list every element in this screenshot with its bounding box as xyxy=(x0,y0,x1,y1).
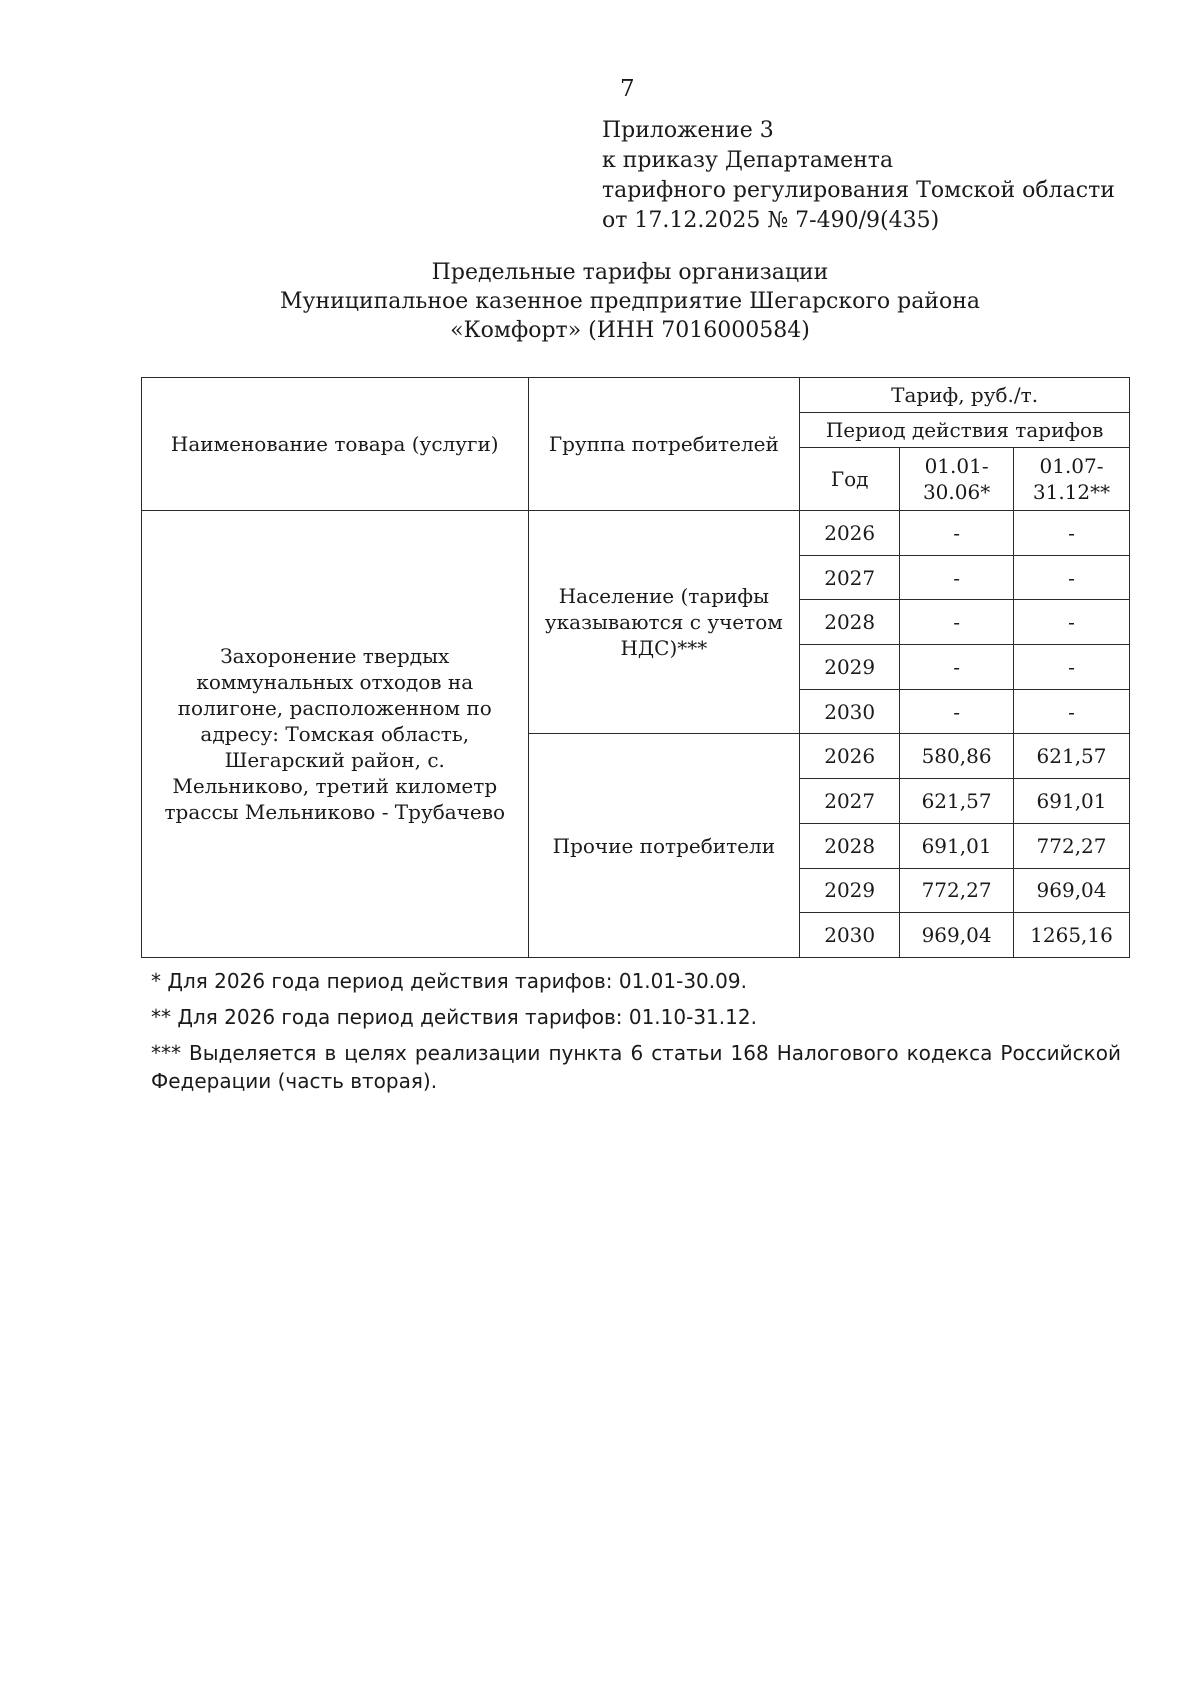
tariff-cell: 772,27 xyxy=(900,868,1014,913)
appendix-line: от 17.12.2025 № 7-490/9(435) xyxy=(602,208,940,233)
year-cell: 2028 xyxy=(800,600,900,645)
service-name-cell: Захоронение твердых коммунальных отходов на полигоне, расположенном по адресу: Томская область, Шегарский район, с. Мельниково, третий километр трассы Мельниково - Трубачево xyxy=(142,511,529,958)
tariff-cell: - xyxy=(900,689,1014,734)
header-period: Период действия тарифов xyxy=(800,413,1130,448)
tariff-cell: 1265,16 xyxy=(1014,913,1130,958)
year-cell: 2030 xyxy=(800,689,900,734)
tariff-cell: 772,27 xyxy=(1014,823,1130,868)
year-cell: 2026 xyxy=(800,734,900,779)
tariff-cell: - xyxy=(900,600,1014,645)
year-cell: 2027 xyxy=(800,555,900,600)
tariff-cell: - xyxy=(1014,555,1130,600)
tariff-cell: 580,86 xyxy=(900,734,1014,779)
header-group: Группа потребителей xyxy=(528,378,800,511)
tariff-cell: - xyxy=(1014,600,1130,645)
footnote: *** Выделяется в целях реализации пункта 6 статьи 168 Налогового кодекса Российской Федерации (часть вторая). xyxy=(151,1041,1121,1093)
year-cell: 2026 xyxy=(800,511,900,556)
tariff-cell: - xyxy=(1014,511,1130,556)
header-tariff: Тариф, руб./т. xyxy=(800,378,1130,413)
header-period-2-line: 31.12** xyxy=(1032,480,1111,504)
title-line: «Комфорт» (ИНН 7016000584) xyxy=(450,318,810,343)
year-cell: 2029 xyxy=(800,868,900,913)
tariff-cell: 621,57 xyxy=(900,779,1014,824)
header-period-1-line: 01.01- xyxy=(924,454,989,478)
page-number: 7 xyxy=(620,76,635,102)
footnote: ** Для 2026 года период действия тарифов: 01.10-31.12. xyxy=(151,1005,757,1029)
year-cell: 2030 xyxy=(800,913,900,958)
tariff-cell: - xyxy=(1014,645,1130,690)
tariff-cell: 691,01 xyxy=(900,823,1014,868)
footnotes xyxy=(151,967,1121,1103)
tariff-cell: - xyxy=(900,555,1014,600)
appendix-line: Приложение 3 xyxy=(602,118,774,143)
appendix-header xyxy=(602,116,1115,236)
header-year: Год xyxy=(800,448,900,511)
tariff-cell: 969,04 xyxy=(1014,868,1130,913)
tariff-cell: - xyxy=(900,511,1014,556)
tariff-table xyxy=(141,377,1130,958)
title-line: Предельные тарифы организации xyxy=(431,260,829,285)
appendix-line: тарифного регулирования Томской области xyxy=(602,178,1115,203)
tariff-cell: - xyxy=(1014,689,1130,734)
title-line: Муниципальное казенное предприятие Шегарского района xyxy=(280,289,980,314)
tariff-cell: 969,04 xyxy=(900,913,1014,958)
group-other: Прочие потребители xyxy=(528,734,800,957)
tariff-cell: 691,01 xyxy=(1014,779,1130,824)
header-period-2-line: 01.07- xyxy=(1039,454,1104,478)
year-cell: 2029 xyxy=(800,645,900,690)
tariff-cell: 621,57 xyxy=(1014,734,1130,779)
document-title xyxy=(0,258,1200,345)
year-cell: 2028 xyxy=(800,823,900,868)
header-period-1-line: 30.06* xyxy=(922,480,991,504)
header-service: Наименование товара (услуги) xyxy=(142,378,529,511)
tariff-cell: - xyxy=(900,645,1014,690)
header-period-1 xyxy=(900,448,1014,511)
year-cell: 2027 xyxy=(800,779,900,824)
appendix-line: к приказу Департамента xyxy=(602,148,894,173)
group-population: Население (тарифы указываются с учетом НДС)*** xyxy=(528,511,800,734)
header-period-2 xyxy=(1014,448,1130,511)
footnote: * Для 2026 года период действия тарифов: 01.01-30.09. xyxy=(151,969,747,993)
